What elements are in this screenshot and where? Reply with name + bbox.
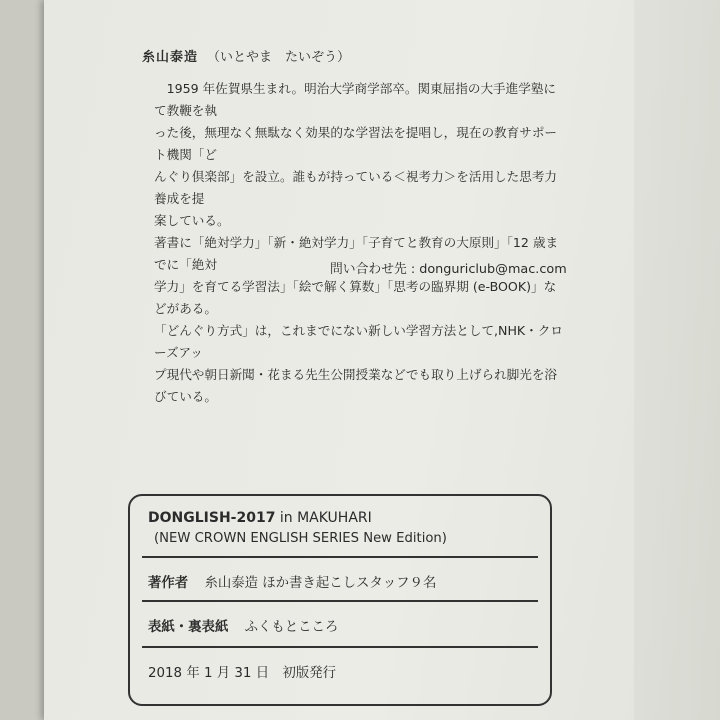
bio-line: 1959 年佐賀県生まれ。明治大学商学部卒。関東屈指の大手進学塾にて教鞭を執	[154, 81, 557, 118]
bio-line: 著書に「絶対学力」「新・絶対学力」「子育てと教育の大原則」「12 歳までに「絶対	[154, 235, 559, 272]
author-reading: （いとやま たいぞう）	[207, 50, 351, 65]
book-title	[148, 510, 372, 526]
divider	[142, 556, 538, 558]
bio-line: プ現代や朝日新聞・花まる先生公開授業などでも取り上げられ脚光を浴びている。	[154, 367, 557, 404]
author-biography	[154, 78, 564, 408]
bio-line: んぐり倶楽部」を設立。誰もが持っている＜視考力＞を活用した思考力養成を提	[154, 169, 557, 206]
cover-credit-row	[148, 616, 338, 635]
page-edge-shadow	[634, 0, 720, 720]
book-title-rest: in MAKUHARI	[275, 510, 372, 526]
cover-credit-label: 表紙・裏表紙	[148, 620, 229, 635]
publication-date: 2018 年 1 月 31 日 初版発行	[148, 666, 337, 681]
divider	[142, 600, 538, 602]
bio-line: 学力」を育てる学習法」「絵で解く算数」「思考の臨界期 (e-BOOK)」などがある。	[154, 279, 557, 316]
contact-info: 問い合わせ先 : donguriclub@mac.com	[330, 262, 567, 277]
bio-line: 案している。	[154, 213, 230, 228]
divider	[142, 646, 538, 648]
book-subtitle: (NEW CROWN ENGLISH SERIES New Edition)	[154, 531, 447, 546]
author-name: 糸山泰造	[142, 50, 199, 65]
author-credit-row	[148, 572, 436, 591]
bio-line: 「どんぐり方式」は，これまでにない新しい学習方法として,NHK・クローズアッ	[154, 323, 563, 360]
book-title-main: DONGLISH-2017	[148, 510, 276, 526]
author-credit-label: 著作者	[148, 576, 189, 591]
author-credit-value: 糸山泰造 ほか書き起こしスタッフ９名	[204, 576, 437, 591]
colophon-box	[128, 494, 552, 706]
bio-line: った後，無理なく無駄なく効果的な学習法を提唱し，現在の教育サポート機関「ど	[154, 125, 557, 162]
cover-credit-value: ふくもとこころ	[244, 620, 339, 635]
